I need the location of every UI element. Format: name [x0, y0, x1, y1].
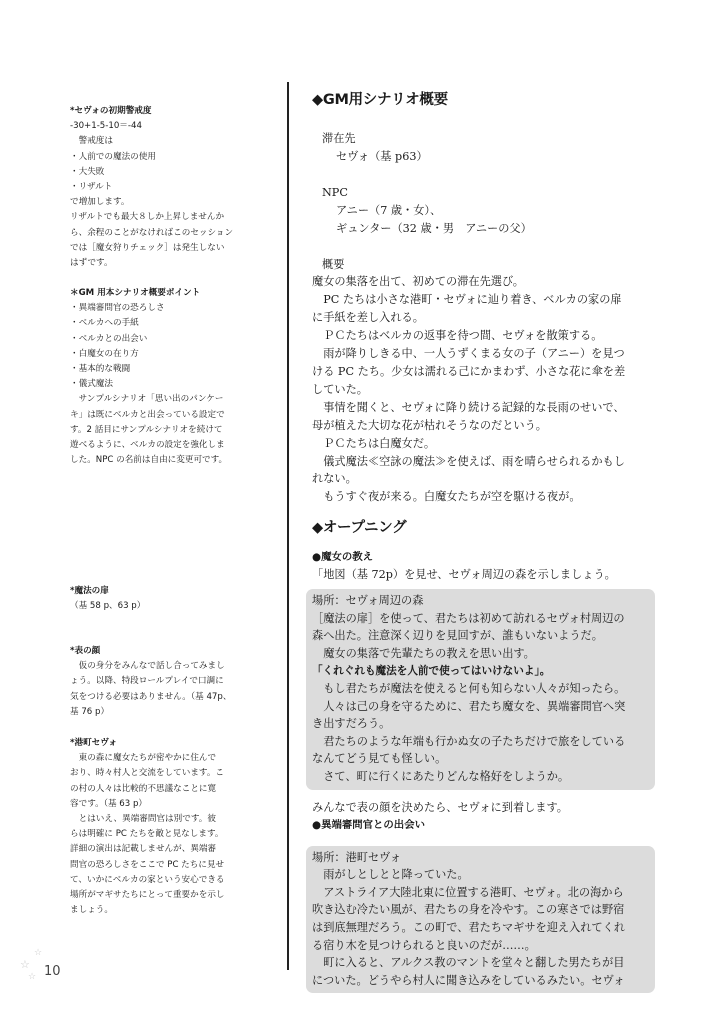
subsection-title-inquisitor: ●異端審問官との出会い: [312, 818, 425, 831]
note-line: ・白魔女の在り方: [70, 348, 139, 359]
note-public-face: [70, 644, 270, 720]
box-line: 町に入ると、アルクス教のマントを堂々と翻した男たちが目: [312, 956, 625, 970]
note-line: ら、余程のことがなければこのセッション: [70, 227, 234, 238]
note-line: 問官の恐ろしさをここで PC たちに見せ: [70, 859, 225, 870]
summary-line: ける PC たち。少女は濡れる己にかまわず、小さな花に傘を差: [312, 364, 626, 378]
summary-line: ＰＣたちは白魔女だ。: [312, 436, 436, 450]
note-line: ・異端審問官の恐ろしさ: [70, 303, 165, 314]
note-line: 容です。（基 63 p）: [70, 798, 148, 809]
summary-label: 概要: [322, 257, 345, 271]
note-heading: ＊GM 用本シナリオ概要ポイント: [70, 288, 201, 298]
read-aloud-box-port: [306, 846, 655, 994]
note-line: ・大失敗: [70, 166, 105, 177]
summary-line: していた。: [312, 382, 368, 396]
note-line: 基 76 p）: [70, 706, 110, 717]
note-line: キ」は既にベルカと出会っている設定で: [70, 409, 225, 420]
note-line: 気をつける必要はありません。（基 47p、: [70, 691, 232, 702]
note-line: リザルトでも最大８しか上昇しませんか: [70, 212, 225, 223]
summary-line: 雨が降りしきる中、一人うずくまる女の子（アニー）を見つ: [312, 347, 625, 361]
box-line: 魔女の集落で先輩たちの教えを思い出す。: [312, 646, 535, 660]
note-line: 仮の身分をみんなで話し合ってみまし: [70, 661, 225, 672]
box-line: についた。どうやら村人に聞き込みをしているみたい。セヴォ: [312, 973, 625, 987]
npc-entry: ギュンター（32 歳・男 アニーの父）: [336, 221, 532, 235]
box-place: 場所：港町セヴォ: [312, 850, 402, 864]
column-divider: [287, 82, 289, 970]
box-line: る宿り木を見つけられると良いのだが……。: [312, 938, 536, 952]
page-number: 10: [44, 964, 61, 979]
summary-line: ＰＣたちはベルカの返事を待つ間、セヴォを散策する。: [312, 329, 603, 343]
note-line: とはいえ、異端審問官は別です。彼: [70, 814, 216, 825]
box-line: もし君たちが魔法を使えると何も知らない人々が知ったら。: [312, 682, 626, 696]
box-quote: 「くれぐれも魔法を人前で使ってはいけないよ」。: [312, 664, 551, 677]
summary-line: PC たちは小さな港町・セヴォに辿り着き、ベルカの家の扉: [312, 293, 622, 307]
after-box-text: みんなで表の顔を決めたら、セヴォに到着します。: [312, 800, 568, 814]
read-aloud-box-forest: [306, 589, 655, 790]
note-line: おり、時々村人と交流をしています。こ: [70, 768, 225, 779]
note-line: ・儀式魔法: [70, 379, 113, 390]
note-line: ・リザルト: [70, 182, 113, 193]
section-title-overview: ◆GM用シナリオ概要: [312, 92, 448, 108]
box-line: さて、町に行くにあたりどんな格好をしようか。: [312, 770, 570, 784]
box-line: 吹き込む冷たい風が、君たちの身を冷やす。この寒さでは野宿: [312, 903, 625, 917]
note-heading: *魔法の扉: [70, 586, 109, 596]
box-line: アストライア大陸北東に位置する港町、セヴォ。北の海から: [312, 885, 624, 899]
summary-line: 事情を聞くと、セヴォに降り続ける記録的な長雨のせいで、: [312, 400, 625, 414]
box-line: 君たちのような年端も行かぬ女の子たちだけで旅をしている: [312, 734, 626, 748]
box-line: ［魔法の扉］を使って、君たちは初めて訪れるセヴォ村周辺の: [312, 611, 625, 625]
main-column: [312, 90, 657, 993]
box-line: 森へ出た。注意深く辺りを見回すが、誰もいないようだ。: [312, 629, 603, 643]
note-line: -30+1-5-10＝-44: [70, 121, 142, 132]
note-line: 遊べるように、ベルカの設定を強化しま: [70, 440, 225, 451]
npc-entry: アニー（7 歳・女）、: [336, 203, 442, 217]
note-line: ましょう。: [70, 905, 113, 916]
note-line: 詳細の演出は記載しませんが、異端審: [70, 844, 217, 855]
note-heading: *港町セヴォ: [70, 738, 118, 748]
note-line: ょう。以降、特段ロールプレイで口調に: [70, 676, 224, 687]
summary-line: に手紙を差し入れる。: [312, 311, 424, 325]
note-line: ・人前での魔法の使用: [70, 151, 156, 162]
note-line: て、いかにベルカの家という安心できる: [70, 874, 225, 885]
box-line: き出すだろう。: [312, 717, 391, 731]
note-magic-door: [70, 584, 270, 614]
note-port-town: [70, 736, 270, 918]
note-heading: *セヴォの初期警戒度: [70, 106, 152, 116]
note-line: ・ベルカとの出会い: [70, 333, 148, 344]
note-line: らは明確に PC たちを敵と見なします。: [70, 829, 224, 840]
note-line: では［魔女狩りチェック］は発生しない: [70, 242, 225, 253]
note-line: （基 58 p、63 p）: [70, 601, 146, 612]
section-title-opening: ◆オープニング: [312, 520, 407, 537]
summary-line: 魔女の集落を出て、初めての滞在先選び。: [312, 275, 524, 289]
note-line: はずです。: [70, 258, 113, 269]
note-line: した。NPC の名前は自由に変更可です。: [70, 455, 228, 466]
box-line: 人々は己の身を守るために、君たち魔女を、異端審問官へ突: [312, 699, 626, 713]
note-initial-alert: [70, 104, 270, 271]
box-line: は到底無理だろう。この町で、君たちマギサを迎え入れてくれ: [312, 920, 626, 934]
box-line: 雨がしとしとと降っていた。: [312, 868, 469, 882]
summary-line: もうすぐ夜が来る。白魔女たちが空を駆ける夜が。: [312, 490, 581, 504]
box-place: 場所：セヴォ周辺の森: [312, 594, 424, 608]
teaching-text: 「地図（基 72p）を見せ、セヴォ周辺の森を示しましょう。: [312, 568, 616, 582]
stay-label: 滞在先: [322, 132, 356, 145]
note-line: 場所がマギサたちにとって重要かを示し: [70, 890, 225, 901]
npc-label: NPC: [322, 185, 348, 199]
box-line: なんてどう見ても怪しい。: [312, 752, 447, 766]
summary-line: 儀式魔法≪空詠の魔法≫を使えば、雨を晴らせられるかもし: [312, 454, 625, 468]
note-heading: *表の顔: [70, 646, 101, 656]
stay-value: セヴォ（基 p63）: [336, 149, 428, 163]
note-line: の村の人々は比較的不思議なことに寛: [70, 783, 217, 794]
note-line: ・基本的な戦闘: [70, 364, 131, 375]
note-line: で増加します。: [70, 197, 130, 208]
subsection-title-teaching: ●魔女の教え: [312, 551, 374, 564]
summary-line: れない。: [312, 472, 357, 486]
note-line: サンプルシナリオ「思い出のパンケー: [70, 394, 224, 405]
note-line: ・ベルカへの手紙: [70, 318, 139, 329]
note-line: す。2 話目にサンプルシナリオを続けて: [70, 424, 223, 435]
note-gm-points: [70, 286, 270, 468]
note-line: 警戒度は: [70, 136, 113, 147]
summary-line: 母が植えた大切な花が枯れそうなのだという。: [312, 418, 547, 432]
note-line: 東の森に魔女たちが密やかに住んで: [70, 753, 217, 764]
